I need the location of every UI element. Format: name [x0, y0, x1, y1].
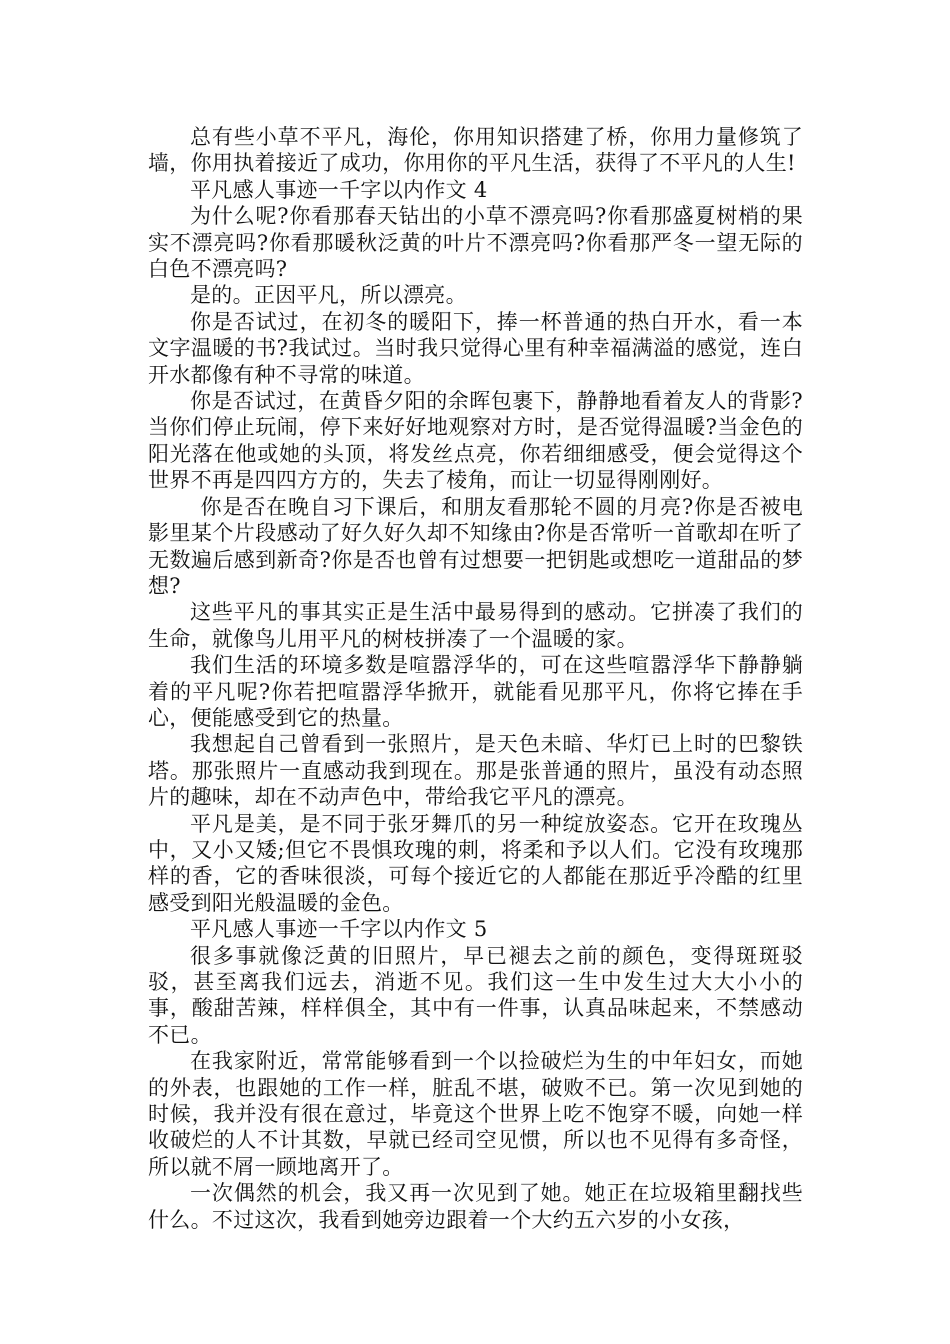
paragraph: 一次偶然的机会，我又再一次见到了她。她正在垃圾箱里翻找些什么。不过这次，我看到她旁边跟着一个大约五六岁的小女孩，: [148, 1181, 803, 1232]
paragraph: 我们生活的环境多数是喧嚣浮华的，可在这些喧嚣浮华下静静躺着的平凡呢?你若把喧嚣浮华掀开，就能看见那平凡，你将它捧在手心，便能感受到它的热量。: [148, 653, 803, 730]
paragraph: 是的。正因平凡，所以漂亮。: [190, 283, 467, 308]
paragraph: 你是否在晚自习下课后，和朋友看那轮不圆的月亮?你是否被电影里某个片段感动了好久好久却不知缘由?你是否常听一首歌却在听了无数遍后感到新奇?你是否也曾有过想要一把钥匙或想吃一道甜品的梦想?: [148, 494, 803, 598]
paragraph: 你是否试过，在黄昏夕阳的余晖包裹下，静静地看着友人的背影?当你们停止玩闹，停下来好好地观察对方时，是否觉得温暖?当金色的阳光落在他或她的头顶，将发丝点亮，你若细细感受，便会觉得这个世界不再是四四方方的，失去了棱角，而让一切显得刚刚好。: [148, 389, 803, 493]
paragraph: 为什么呢?你看那春天钻出的小草不漂亮吗?你看那盛夏树梢的果实不漂亮吗?你看那暖秋泛黄的叶片不漂亮吗?你看那严冬一望无际的白色不漂亮吗?: [148, 204, 803, 282]
paragraph: 很多事就像泛黄的旧照片，早已褪去之前的颜色，变得斑斑驳驳，甚至离我们远去，消逝不见。我们这一生中发生过大大小小的事，酸甜苦辣，样样俱全，其中有一件事，认真品味起来，不禁感动不已。: [148, 943, 803, 1047]
section-heading: 平凡感人事迹一千字以内作文 4: [190, 177, 488, 202]
paragraph: 平凡是美，是不同于张牙舞爪的另一种绽放姿态。它开在玫瑰丛中，又小又矮;但它不畏惧玫瑰的刺，将柔和予以人们。它没有玫瑰那样的香，它的香味很淡，可每个接近它的人都能在那近乎冷酷的红里感受到阳光般温暖的金色。: [148, 811, 803, 915]
paragraph: 我想起自己曾看到一张照片，是天色未暗、华灯已上时的巴黎铁塔。那张照片一直感动我到现在。那是张普通的照片，虽没有动态照片的趣味，却在不动声色中，带给我它平凡的漂亮。: [148, 732, 803, 810]
document-body: [148, 124, 803, 1233]
paragraph: 你是否试过，在初冬的暖阳下，捧一杯普通的热白开水，看一本文字温暖的书?我试过。当时我只觉得心里有种幸福满溢的感觉，连白开水都像有种不寻常的味道。: [148, 309, 803, 387]
paragraph: 总有些小草不平凡，海伦，你用知识搭建了桥，你用力量修筑了墙，你用执着接近了成功，你用你的平凡生活，获得了不平凡的人生!: [148, 125, 803, 176]
paragraph: 在我家附近，常常能够看到一个以捡破烂为生的中年妇女，而她的外表，也跟她的工作一样，脏乱不堪，破败不已。第一次见到她的时候，我并没有很在意过，毕竟这个世界上吃不饱穿不暖，向她一样收破烂的人不计其数，早就已经司空见惯，所以也不见得有多奇怪，所以就不屑一顾地离开了。: [148, 1049, 803, 1179]
paragraph: 这些平凡的事其实正是生活中最易得到的感动。它拼凑了我们的生命，就像鸟儿用平凡的树枝拼凑了一个温暖的家。: [148, 600, 803, 651]
section-heading: 平凡感人事迹一千字以内作文 5: [190, 917, 488, 942]
